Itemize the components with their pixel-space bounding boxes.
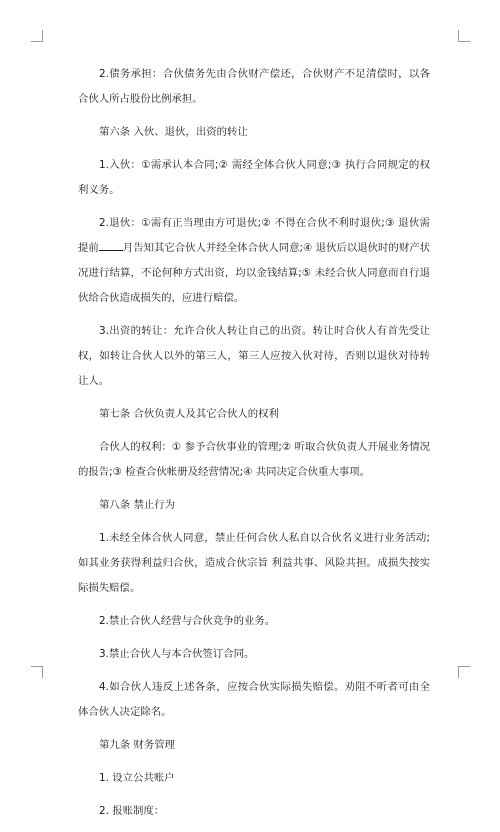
paragraph-transfer: 3.出资的转让：允许合伙人转让自己的出资。转让时合伙人有首先受让权，如转让合伙人以外的第三人，第三人应按入伙对待，否则以退伙对待转让人。 <box>78 325 430 387</box>
heading-article-8: 第八条 禁止行为 <box>99 499 176 511</box>
paragraph-prohibition-4: 4.如合伙人违反上述各条，应按合伙实际损失赔偿。劝阻不听者可由全体合伙人决定除名。 <box>78 681 430 718</box>
heading-article-7: 第七条 合伙负责人及其它合伙人的权利 <box>99 408 279 420</box>
paragraph-prohibition-1: 1.未经全体合伙人同意，禁止任何合伙人私自以合伙名义进行业务活动;如其业务获得利益归合伙，造成合伙宗旨 利益共事、风险共担。成损失按实际损失赔偿。 <box>78 532 430 594</box>
paragraph-prohibition-2: 2.禁止合伙人经营与合伙竞争的业务。 <box>99 615 276 627</box>
paragraph-join: 1.入伙：①需承认本合同;② 需经全体合伙人同意;③ 执行合同规定的权利义务。 <box>78 159 430 196</box>
heading-article-6: 第六条 入伙、退伙，出资的转让 <box>99 126 248 138</box>
paragraph-finance-2: 2. 报账制度： <box>99 805 165 817</box>
crop-mark-top-right <box>458 30 470 42</box>
paragraph-prohibition-3: 3.禁止合伙人与本合伙签订合同。 <box>99 648 255 660</box>
paragraph-finance-1: 1. 设立公共账户 <box>99 772 175 784</box>
crop-mark-bottom-right <box>458 666 470 678</box>
paragraph-withdraw-part1: 2.退伙：①需有正当理由方可退伙;② 不得在合伙不利时退伙;③ 退伙需提前 <box>78 217 430 254</box>
document-body <box>78 62 430 832</box>
paragraph-withdraw-part2: 月告知其它合伙人并经全体合伙人同意;④ 退伙后以退伙时的财产状况进行结算，不论何种方式出资，均以金钱结算;⑤ 未经合伙人同意而自行退伙给合伙造成损失的，应进行赔偿。 <box>78 242 430 304</box>
fill-in-blank[interactable] <box>99 241 123 251</box>
paragraph-debt: 2.债务承担：合伙债务先由合伙财产偿还，合伙财产不足清偿时，以各合伙人所占股份比例承担。 <box>78 68 430 105</box>
heading-article-9: 第九条 财务管理 <box>99 739 176 751</box>
crop-mark-top-left <box>31 30 43 42</box>
paragraph-partner-rights: 合伙人的权利：① 参予合伙事业的管理;② 听取合伙负责人开展业务情况的报告;③ 检查合伙帐册及经营情况;④ 共同决定合伙重大事项。 <box>78 441 430 478</box>
crop-mark-bottom-left <box>31 666 43 678</box>
paragraph-withdraw <box>78 211 430 311</box>
